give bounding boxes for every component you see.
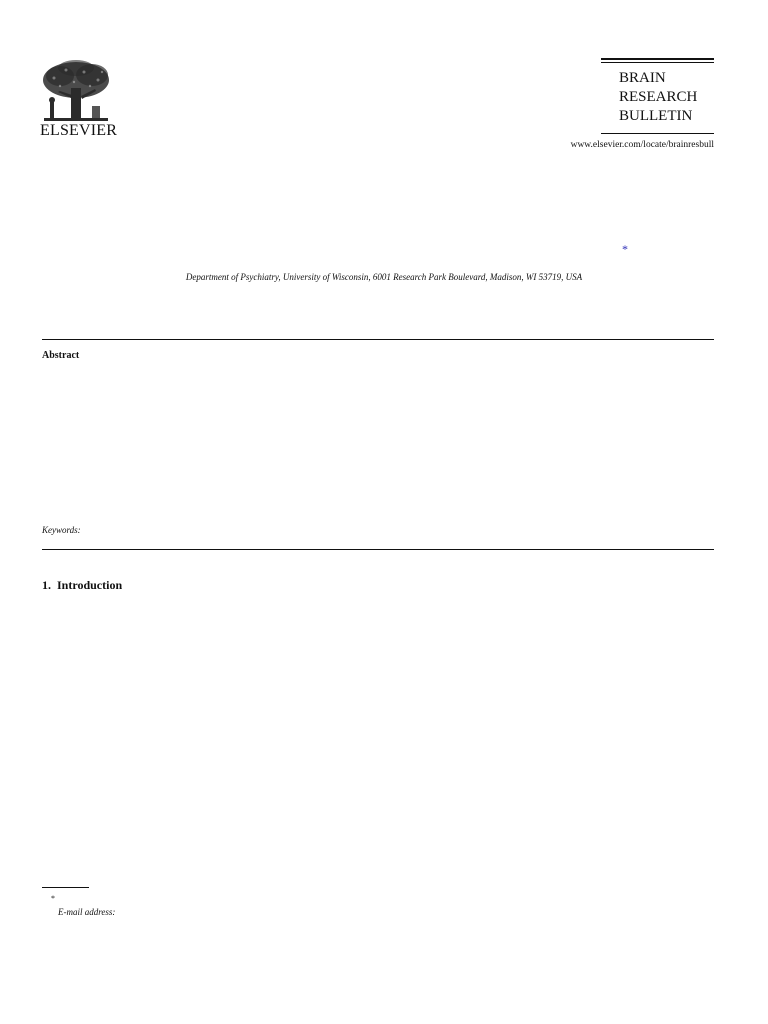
footnote-email-label: E-mail address:	[58, 907, 116, 917]
abstract-rule-bottom	[42, 549, 714, 550]
keywords-label: Keywords:	[42, 525, 81, 535]
journal-url[interactable]: www.elsevier.com/locate/brainresbull	[570, 140, 714, 150]
footnote-marker: *	[51, 894, 55, 903]
publisher-logo	[40, 58, 116, 140]
journal-title	[619, 69, 697, 126]
publisher-name: ELSEVIER	[40, 122, 118, 139]
masthead-rule-top-thin	[601, 62, 714, 63]
abstract-heading: Abstract	[42, 350, 80, 361]
footnote-rule	[42, 887, 89, 888]
masthead-rule-top	[601, 58, 714, 60]
journal-title-line: RESEARCH	[619, 89, 698, 105]
section-heading-introduction	[42, 578, 122, 593]
journal-title-line: BRAIN	[619, 70, 666, 86]
section-title: Introduction	[57, 578, 123, 592]
masthead-rule-bottom	[601, 133, 714, 134]
elsevier-tree-icon	[40, 58, 112, 124]
abstract-rule-top	[42, 339, 714, 340]
author-affiliation: Department of Psychiatry, University of Wisconsin, 6001 Research Park Boulevard, Madison, WI 53719, USA	[185, 272, 583, 282]
section-number: 1.	[42, 578, 51, 592]
corresponding-author-marker[interactable]: *	[622, 242, 628, 256]
journal-title-line: BULLETIN	[619, 108, 693, 124]
